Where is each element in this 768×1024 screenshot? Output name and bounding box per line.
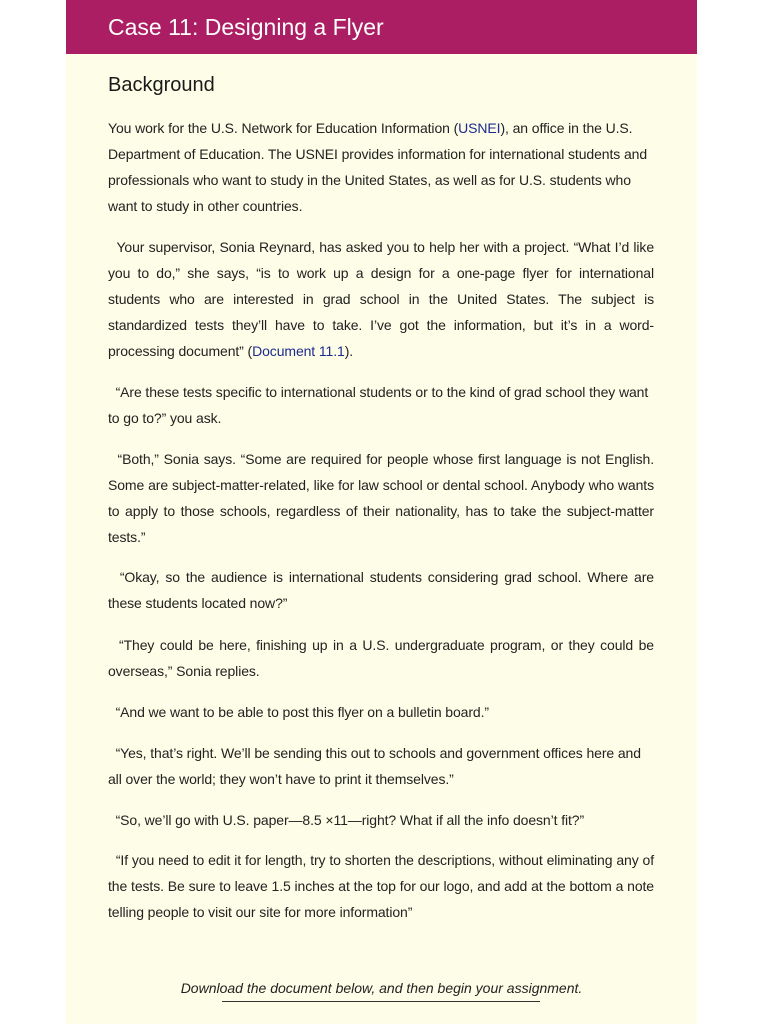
paragraph-dialogue: “They could be here, finishing up in a U.S. undergraduate program, or they could be overseas,” Sonia replies. [108,637,654,679]
section-heading-background: Background [108,74,215,96]
case-page [66,0,697,1024]
paragraph-text: ), an office in the U.S. Department of Education. The USNEI provides information for international students and professionals who want to study in the United States, as well as for U.S. students who want to study in other countries. [108,120,648,214]
document-11-1-link[interactable]: Document 11.1 [252,343,345,359]
footer-divider [222,1001,540,1002]
paragraph-dialogue: “And we want to be able to post this flyer on a bulletin board.” [108,704,489,720]
download-instruction: Download the document below, and then begin your assignment. [180,980,583,996]
paragraph-dialogue: “Both,” Sonia says. “Some are required for people whose first language is not English. Some are subject-matter-related, like for law school or dental school. Anybody who wants to apply to those schools, regardless of their nationality, has to take the subject-matter tests.” [108,451,654,545]
paragraph-dialogue: “Okay, so the audience is international students considering grad school. Where are these students located now?” [108,569,654,611]
paragraph-text: You work for the U.S. Network for Education Information ( [108,120,459,136]
paragraph-dialogue: “Yes, that’s right. We’ll be sending this out to schools and government offices here and all over the world; they won’t have to print it themselves.” [108,745,641,787]
header-bar [66,0,697,54]
page-title: Case 11: Designing a Flyer [108,14,384,40]
paragraph-intro [108,115,654,219]
paragraph-text: Your supervisor, Sonia Reynard, has asked you to help her with a project. “What I’d like you to do,” she says, “is to work up a design for a one-page flyer for international students who are interested in grad school in the United States. The subject is standardized tests they’ll have to take. I’ve got the information, but it’s in a word-processing document” ( [108,239,654,359]
paragraph-dialogue: “So, we’ll go with U.S. paper—8.5 ×11—right? What if all the info doesn’t fit?” [108,812,585,828]
paragraph-dialogue: “If you need to edit it for length, try to shorten the descriptions, without eliminating any of the tests. Be sure to leave 1.5 inches at the top for our logo, and add at the bottom a note telling people to visit our site for more information” [108,852,654,920]
usnei-link[interactable]: USNEI [458,120,501,136]
paragraph-supervisor [108,234,654,364]
paragraph-text: ). [344,343,354,359]
paragraph-dialogue: “Are these tests specific to international students or to the kind of grad school they want to go to?” you ask. [108,384,649,426]
